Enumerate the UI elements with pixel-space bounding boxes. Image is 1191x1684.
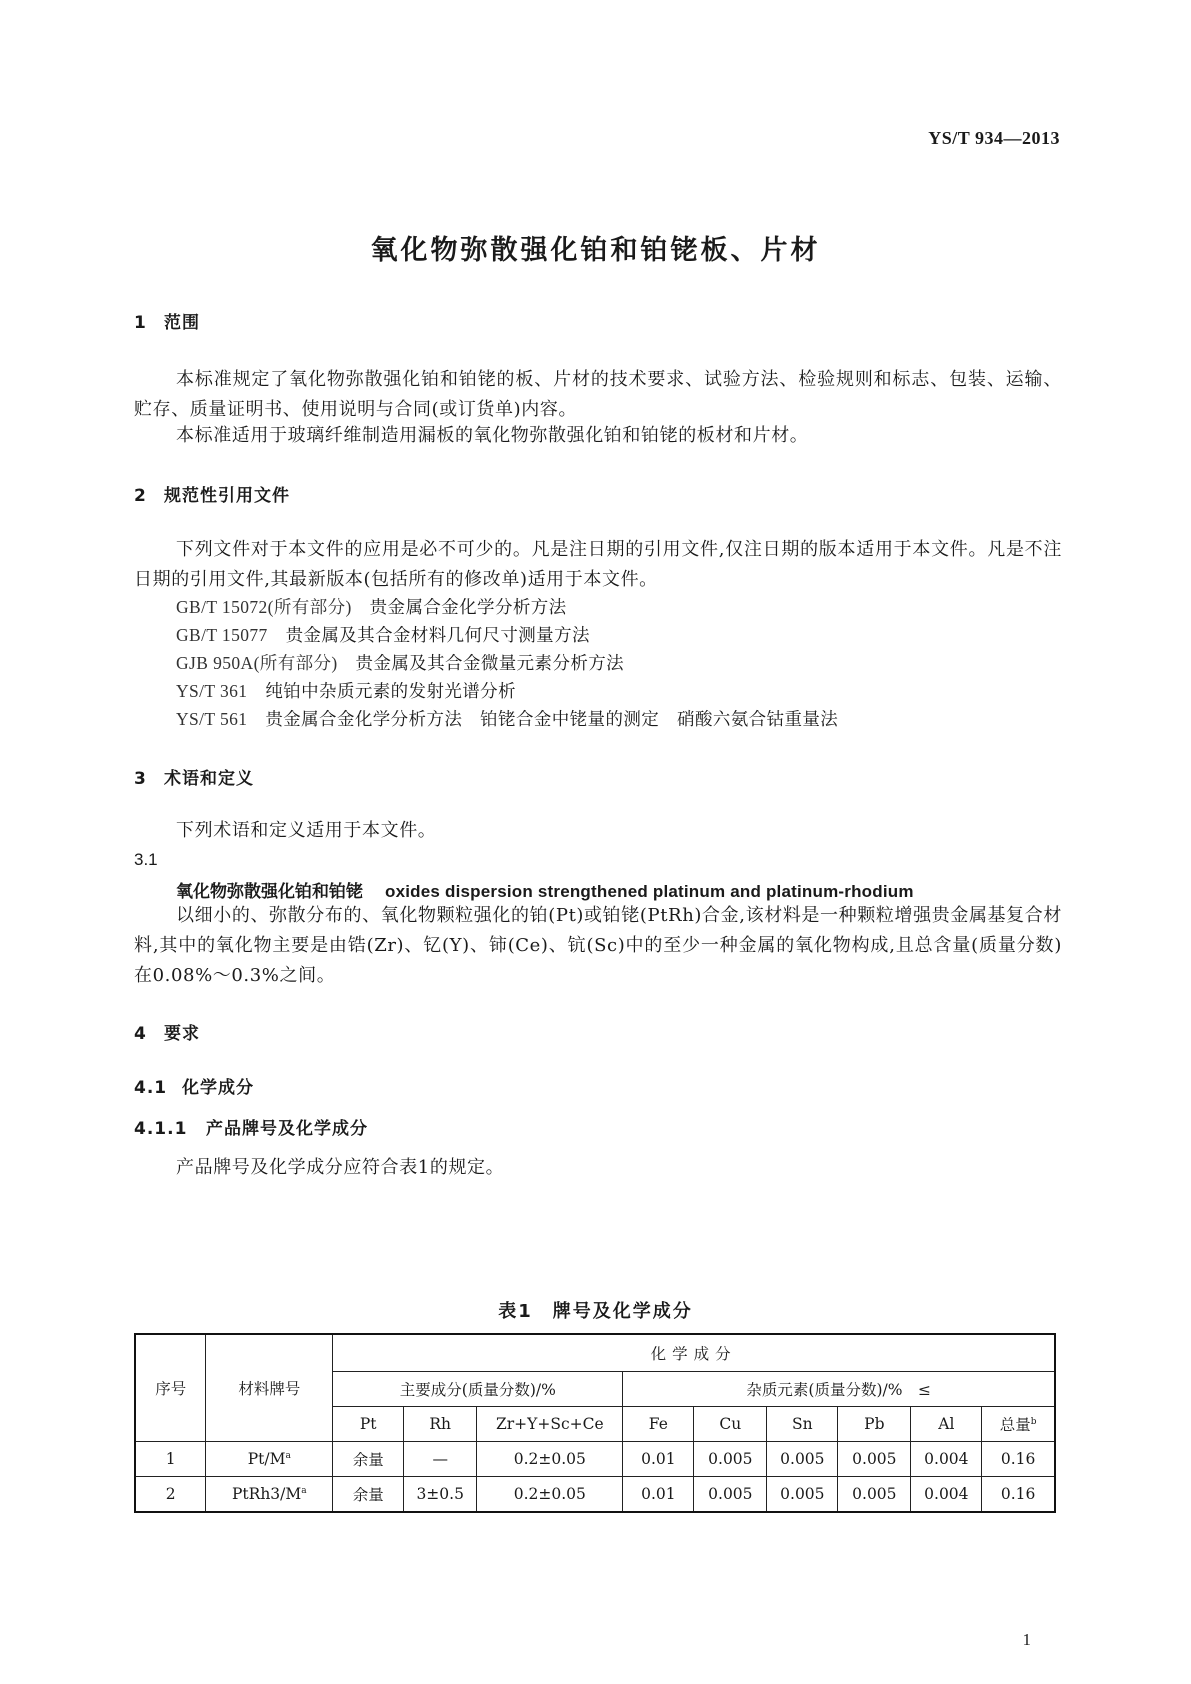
header-seq: 序号 [135,1334,206,1442]
table-row [135,1442,1055,1477]
section-4-heading [134,1019,200,1044]
header-main-components: 主要成分(质量分数)/% [333,1372,623,1407]
page-number: 1 [1022,1630,1031,1649]
cell-cu: 0.005 [694,1477,767,1513]
footnote-mark: a [301,1485,307,1496]
cell-al: 0.004 [911,1442,982,1477]
section-number: 4 [134,1024,147,1044]
cell-pt: 余量 [333,1477,404,1513]
reference-title: 贵金属及其合金微量元素分析方法 [355,654,625,674]
grade-name: Pt/M [247,1450,286,1468]
column-header: Al [911,1407,982,1442]
standard-code: YS/T 934—2013 [928,128,1060,148]
column-header: Rh [404,1407,477,1442]
cell-pb: 0.005 [838,1477,911,1513]
cell-seq: 2 [135,1477,206,1513]
cell-al: 0.004 [911,1477,982,1513]
cell-total: 0.16 [982,1442,1055,1477]
column-header-total [982,1407,1055,1442]
section-number: 4.1 [134,1078,168,1098]
cell-oxide: 0.2±0.05 [477,1477,623,1513]
scope-paragraph-2: 本标准适用于玻璃纤维制造用漏板的氧化物弥散强化铂和铂铑的板材和片材。 [176,425,809,446]
cell-sn: 0.005 [767,1442,838,1477]
section-title: 术语和定义 [164,769,254,789]
composition-table [134,1333,1056,1513]
cell-cu: 0.005 [694,1442,767,1477]
section-2-heading [134,481,290,506]
reference-title: 贵金属合金化学分析方法 铂铑合金中铑量的测定 硝酸六氨合钴重量法 [265,710,839,730]
section-title: 规范性引用文件 [164,486,290,506]
section-4-1-heading [134,1073,254,1098]
normative-intro: 下列文件对于本文件的应用是必不可少的。凡是注日期的引用文件,仅注日期的版本适用于本文件。凡是不注日期的引用文件,其最新版本(包括所有的修改单)适用于本文件。 [134,539,1062,590]
section-4-1-1-heading [134,1114,368,1139]
term-definition: 以细小的、弥散分布的、氧化物颗粒强化的铂(Pt)或铂铑(PtRh)合金,该材料是一种颗粒增强贵金属基复合材料,其中的氧化物主要是由锆(Zr)、钇(Y)、铈(Ce)、钪(Sc)中的至少一种金属的氧化物构成,且总含量(质量分数)在0.08%～0.3%之间。 [134,905,1062,986]
header-impurities: 杂质元素(质量分数)/% ≤ [623,1372,1055,1407]
footnote-mark: a [285,1450,291,1461]
column-header: Cu [694,1407,767,1442]
page-title: 氧化物弥散强化铂和铂铑板、片材 [370,235,821,266]
reference-item [176,594,567,619]
cell-grade [206,1442,333,1477]
term-name [176,877,914,902]
cell-grade [206,1477,333,1513]
table-caption: 表1 牌号及化学成分 [498,1301,693,1322]
cell-seq: 1 [135,1442,206,1477]
header-grade: 材料牌号 [206,1334,333,1442]
terms-intro: 下列术语和定义适用于本文件。 [176,820,437,841]
cell-total: 0.16 [982,1477,1055,1513]
column-header: Pb [838,1407,911,1442]
reference-code: GB/T 15072(所有部分) [176,597,352,617]
column-header: Sn [767,1407,838,1442]
cell-fe: 0.01 [623,1477,694,1513]
section-number: 2 [134,486,147,506]
cell-rh: 3±0.5 [404,1477,477,1513]
term-number: 3.1 [134,850,158,869]
section-title: 范围 [164,313,200,333]
table-row [135,1477,1055,1513]
total-label: 总量 [999,1416,1031,1434]
section-title: 化学成分 [182,1078,254,1098]
section-3-heading [134,764,254,789]
section-1-heading [134,308,200,333]
section-number: 3 [134,769,147,789]
cell-pt: 余量 [333,1442,404,1477]
reference-code: GJB 950A(所有部分) [176,653,338,673]
table-reference-text: 产品牌号及化学成分应符合表1的规定。 [176,1157,505,1178]
reference-title: 贵金属及其合金材料几何尺寸测量方法 [285,626,590,646]
cell-rh: — [404,1442,477,1477]
cell-pb: 0.005 [838,1442,911,1477]
reference-code: YS/T 561 [176,709,248,729]
footnote-mark: b [1030,1416,1037,1427]
header-chemical: 化学成分 [333,1334,1055,1372]
reference-code: GB/T 15077 [176,625,268,645]
section-number: 4.1.1 [134,1119,188,1139]
column-header: Fe [623,1407,694,1442]
scope-paragraph-1: 本标准规定了氧化物弥散强化铂和铂铑的板、片材的技术要求、试验方法、检验规则和标志、包装、运输、贮存、质量证明书、使用说明与合同(或订货单)内容。 [134,369,1062,420]
grade-name: PtRh3/M [232,1485,302,1503]
term-english: oxides dispersion strengthened platinum and platinum-rhodium [385,882,914,901]
section-number: 1 [134,313,147,333]
section-title: 要求 [164,1024,200,1044]
cell-fe: 0.01 [623,1442,694,1477]
reference-item [176,650,624,675]
section-title: 产品牌号及化学成分 [206,1119,368,1139]
reference-item [176,678,516,703]
reference-item [176,622,590,647]
reference-item [176,706,838,731]
term-chinese: 氧化物弥散强化铂和铂铑 [176,882,363,902]
column-header: Pt [333,1407,404,1442]
column-header: Zr+Y+Sc+Ce [477,1407,623,1442]
cell-oxide: 0.2±0.05 [477,1442,623,1477]
cell-sn: 0.005 [767,1477,838,1513]
reference-title: 贵金属合金化学分析方法 [369,598,567,618]
reference-code: YS/T 361 [176,681,248,701]
reference-title: 纯铂中杂质元素的发射光谱分析 [265,682,516,702]
